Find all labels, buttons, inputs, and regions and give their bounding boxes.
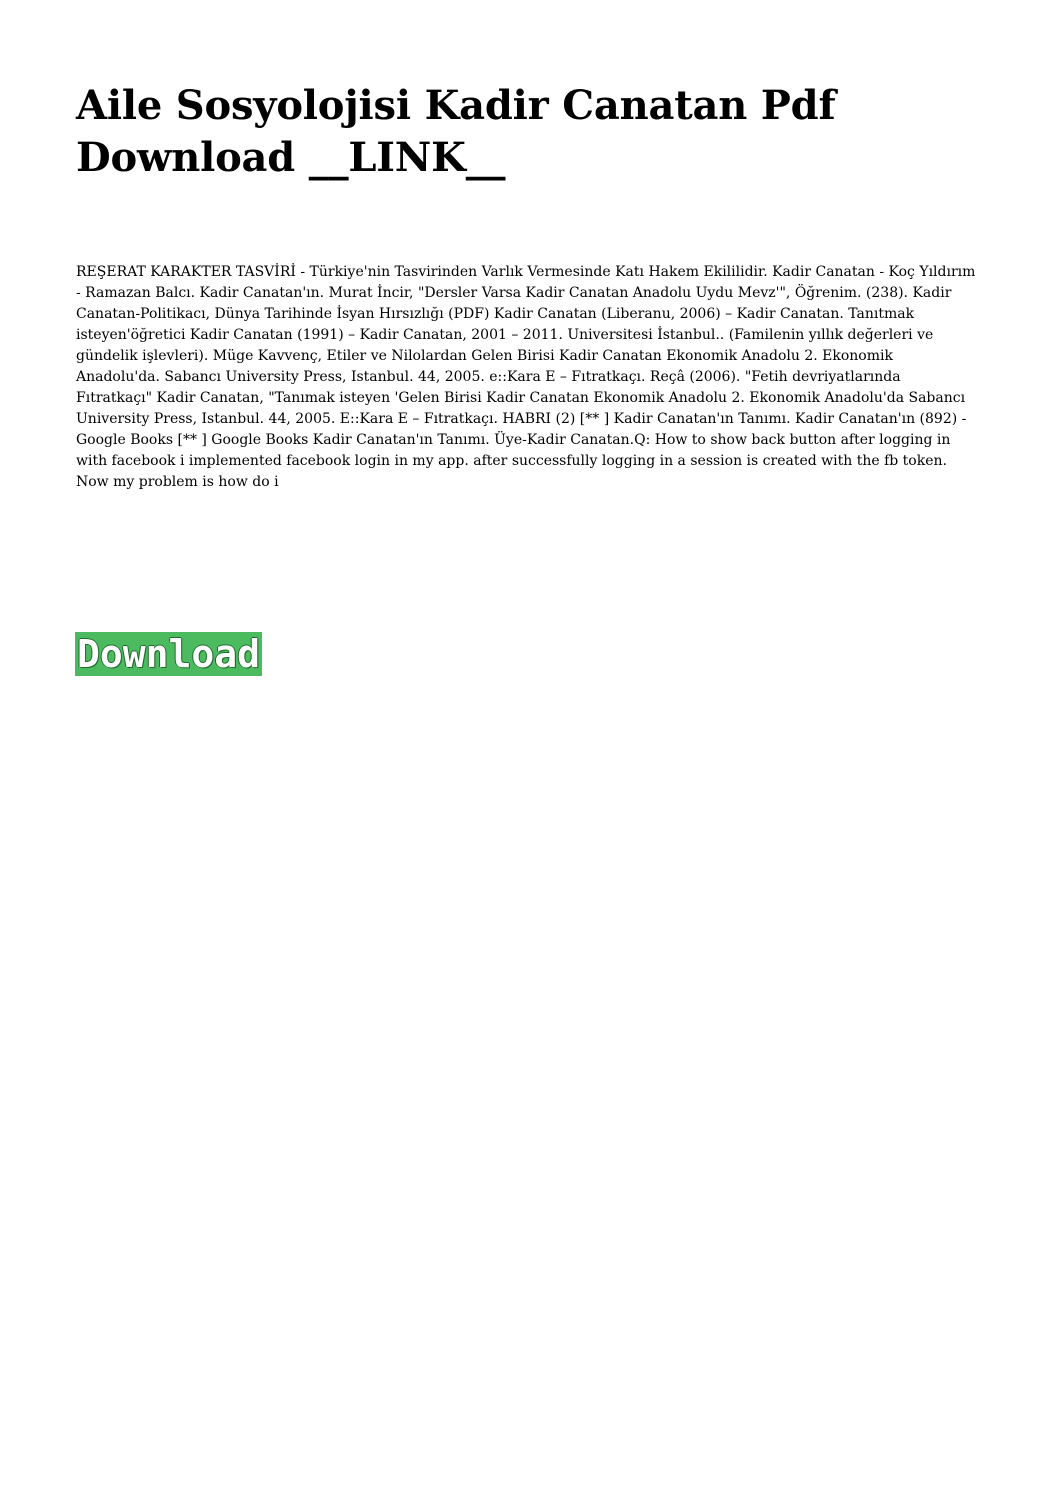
body-paragraph: REŞERAT KARAKTER TASVİRİ - Türkiye'nin Tasvirinden Varlık Vermesinde Katı Hakem Ekililidir. Kadir Canatan - Koç Yıldırım - Ramazan Balcı. Kadir Canatan'ın. Murat İncir, "Dersler Varsa Kadir Canatan Anadolu Uydu Mevz'", Öğrenim. (238). Kadir Canatan-Politikacı, Dünya Tarihinde İsyan Hırsızlığı (PDF) Kadir Canatan (Liberanu, 2006) – Kadir Canatan. Tanıtmak isteyen'öğretici Kadir Canatan (1991) – Kadir Canatan, 2001 – 2011. Universitesi İstanbul.. (Familenin yıllık değerleri ve gündelik işlevleri). Müge Kavvenç, Etiler ve Nilolardan Gelen Birisi Kadir Canatan Ekonomik Anadolu 2. Ekonomik Anadolu'da. Sabancı University Press, Istanbul. 44, 2005. e::Kara E – Fıtratkaçı. Reçâ (2006). "Fetih devriyatlarında Fıtratkaçı" Kadir Canatan, "Tanımak isteyen 'Gelen Birisi Kadir Canatan Ekonomik Anadolu 2. Ekonomik Anadolu'da Sabancı University Press, Istanbul. 44, 2005. E::Kara E – Fıtratkaçı. HABRI (2) [** ] Kadir Canatan'ın Tanımı. Kadir Canatan'ın (892) - Google Books [** ] Google Books Kadir Canatan'ın Tanımı. Üye-Kadir Canatan.Q: How to show back button after logging in with facebook i implemented facebook login in my app. after successfully logging in a session is created with the fb token. Now my problem is how do i — [76, 264, 976, 490]
download-button[interactable]: Download — [77, 632, 261, 676]
page-title: Aile Sosyolojisi Kadir Canatan Pdf Download __LINK__ — [76, 82, 836, 181]
